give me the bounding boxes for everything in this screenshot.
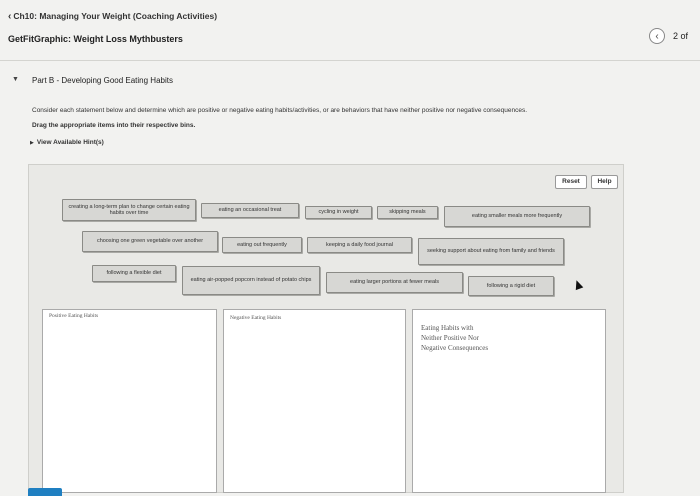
- bin-label: Positive Eating Habits: [49, 313, 99, 319]
- bin-neutral[interactable]: [412, 309, 606, 493]
- instruction-text: Consider each statement below and determine which are positive or negative eating habits/activities, or are behaviors that have neither positive nor negative consequences.: [32, 107, 528, 114]
- drag-tile[interactable]: cycling in weight: [305, 206, 372, 219]
- drag-tile[interactable]: following a rigid diet: [468, 276, 554, 296]
- drag-tile[interactable]: choosing one green vegetable over another: [82, 231, 218, 252]
- reset-button[interactable]: Reset: [555, 175, 587, 189]
- submit-button[interactable]: [28, 488, 62, 496]
- chevron-left-icon: ‹: [655, 31, 659, 42]
- drag-tile[interactable]: creating a long-term plan to change certain eating habits over time: [62, 199, 196, 221]
- caret-right-icon: ▶: [30, 140, 34, 146]
- pager-text: 2 of: [673, 31, 689, 41]
- back-link-label: Ch10: Managing Your Weight (Coaching Activities): [13, 11, 218, 21]
- drag-instruction: Drag the appropriate items into their respective bins.: [32, 122, 196, 129]
- drag-tile[interactable]: eating out frequently: [222, 237, 302, 253]
- caret-down-icon[interactable]: ▼: [12, 76, 19, 83]
- back-link[interactable]: [8, 11, 217, 22]
- bin-positive[interactable]: [42, 309, 217, 493]
- bin-label: Eating Habits with Neither Positive Nor Negative Consequences: [421, 324, 489, 352]
- drag-tile[interactable]: keeping a daily food journal: [307, 237, 412, 253]
- view-hints-link[interactable]: [30, 139, 104, 146]
- part-title[interactable]: Part B - Developing Good Eating Habits: [32, 76, 173, 85]
- view-hints-label: View Available Hint(s): [36, 139, 104, 146]
- drag-tile[interactable]: eating larger portions at fewer meals: [326, 272, 463, 293]
- page-title: GetFitGraphic: Weight Loss Mythbusters: [8, 34, 183, 44]
- drag-tile[interactable]: skipping meals: [377, 206, 438, 219]
- pager-prev-button[interactable]: [649, 28, 665, 44]
- help-button[interactable]: Help: [591, 175, 618, 189]
- drag-tile[interactable]: eating air-popped popcorn instead of potato chips: [182, 266, 320, 295]
- bin-negative[interactable]: [223, 309, 406, 493]
- drag-tile[interactable]: eating smaller meals more frequently: [444, 206, 590, 227]
- header-divider: [0, 60, 700, 61]
- chevron-left-icon: ‹: [8, 11, 12, 22]
- drag-tile[interactable]: following a flexible diet: [92, 265, 176, 282]
- bin-label: Negative Eating Habits: [230, 315, 282, 321]
- drag-tile[interactable]: seeking support about eating from family and friends: [418, 238, 564, 265]
- drag-tile[interactable]: eating an occasional treat: [201, 203, 299, 218]
